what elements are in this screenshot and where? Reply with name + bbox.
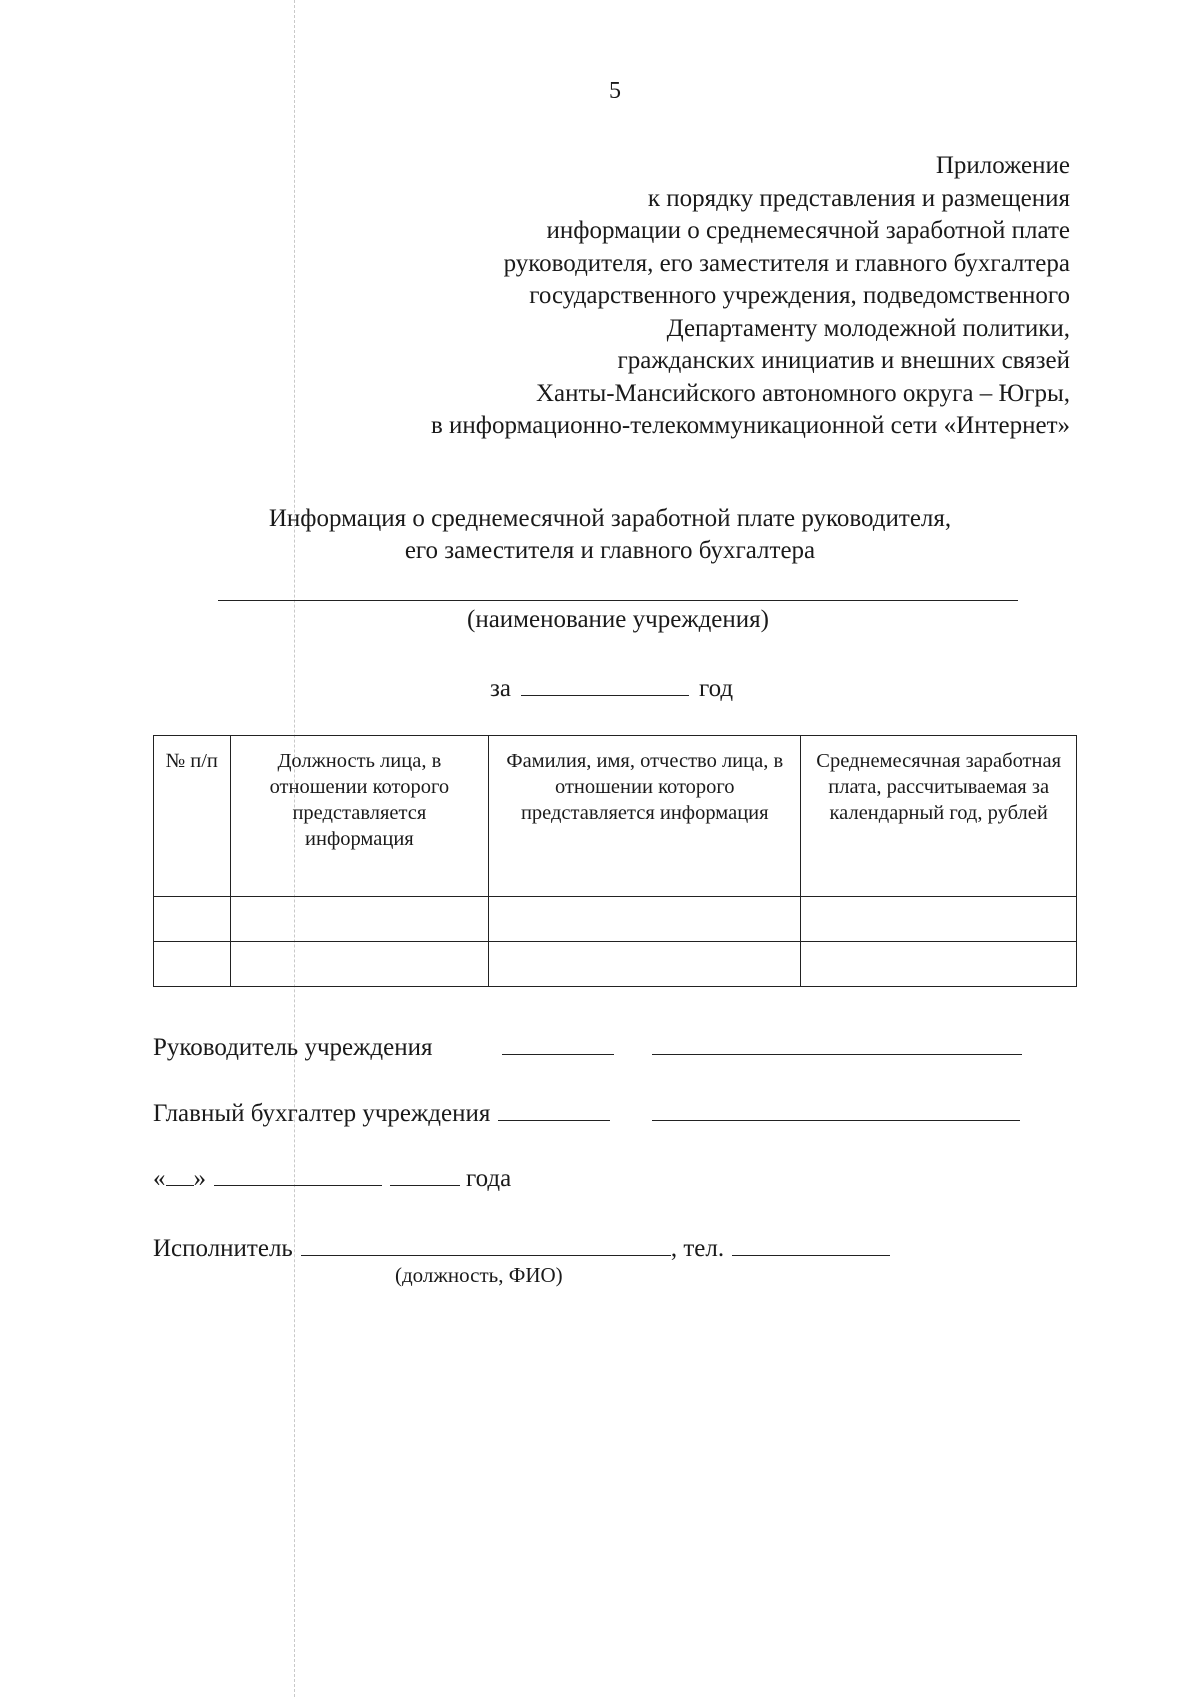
table-header-row [154, 736, 1077, 897]
executor-caption: (должность, ФИО) [395, 1263, 563, 1287]
day-blank [166, 1163, 194, 1186]
table-cell [801, 897, 1077, 942]
table-cell [489, 897, 801, 942]
appendix-line: Ханты-Мансийского автономного округа – Югры, [535, 379, 1070, 407]
table-cell [801, 942, 1077, 987]
executor-label: Исполнитель [153, 1235, 293, 1262]
appendix-line: государственного учреждения, подведомственного [529, 282, 1070, 309]
executor-name-blank [301, 1233, 671, 1256]
appendix-line: в информационно-телекоммуникационной сети «Интернет» [430, 412, 1070, 439]
institution-name-caption: (наименование учреждения) [467, 606, 769, 633]
date-close-quote: » [193, 1165, 206, 1192]
salary-info-table [153, 735, 1077, 987]
appendix-line: руководителя, его заместителя и главного бухгалтера [503, 249, 1070, 277]
head-signature-blank [502, 1032, 614, 1055]
table-cell [154, 897, 231, 942]
table-row [154, 942, 1077, 987]
appendix-line: гражданских инициатив и внешних связей [617, 347, 1070, 374]
accountant-name-blank [652, 1098, 1020, 1121]
phone-blank [732, 1233, 890, 1256]
accountant-label: Главный бухгалтер учреждения [153, 1100, 491, 1127]
head-label: Руководитель учреждения [153, 1034, 433, 1061]
appendix-line: к порядку представления и размещения [647, 184, 1070, 212]
title-line-2: его заместителя и главного бухгалтера [404, 537, 816, 564]
page-number: 5 [609, 78, 621, 104]
phone-label: , тел. [670, 1235, 725, 1262]
month-blank [214, 1163, 382, 1186]
title-line-1: Информация о среднемесячной заработной плате руководителя, [268, 505, 952, 532]
year-blank [521, 673, 689, 696]
accountant-signature-blank [498, 1098, 610, 1121]
table-cell [489, 942, 801, 987]
table-row [154, 897, 1077, 942]
header-full-name: Фамилия, имя, отчество лица, в отношении которого представляется информация [489, 736, 801, 897]
accountant-signature-row [153, 1098, 1020, 1128]
year-prefix: за [490, 675, 511, 702]
executor-row [153, 1233, 890, 1263]
table-cell [230, 942, 489, 987]
header-position: Должность лица, в отношении которого представляется информация [230, 736, 489, 897]
year-suffix: год [698, 675, 734, 702]
table-cell [154, 942, 231, 987]
document-title [160, 503, 1060, 567]
year-digits-blank [390, 1163, 460, 1186]
date-suffix: года [466, 1165, 512, 1192]
head-name-blank [652, 1032, 1022, 1055]
table-cell [230, 897, 489, 942]
header-average-salary: Среднемесячная заработная плата, рассчитываемая за календарный год, рублей [801, 736, 1077, 897]
appendix-heading [250, 150, 1070, 443]
appendix-line: Департаменту молодежной политики, [666, 314, 1070, 342]
header-number: № п/п [154, 736, 231, 897]
appendix-line: информации о среднемесячной заработной плате [546, 217, 1070, 244]
head-signature-row [153, 1032, 1022, 1062]
date-row [153, 1163, 511, 1193]
year-row [490, 673, 733, 703]
date-open-quote: « [153, 1165, 166, 1192]
institution-name-blank [218, 600, 1018, 601]
appendix-line: Приложение [935, 152, 1070, 179]
